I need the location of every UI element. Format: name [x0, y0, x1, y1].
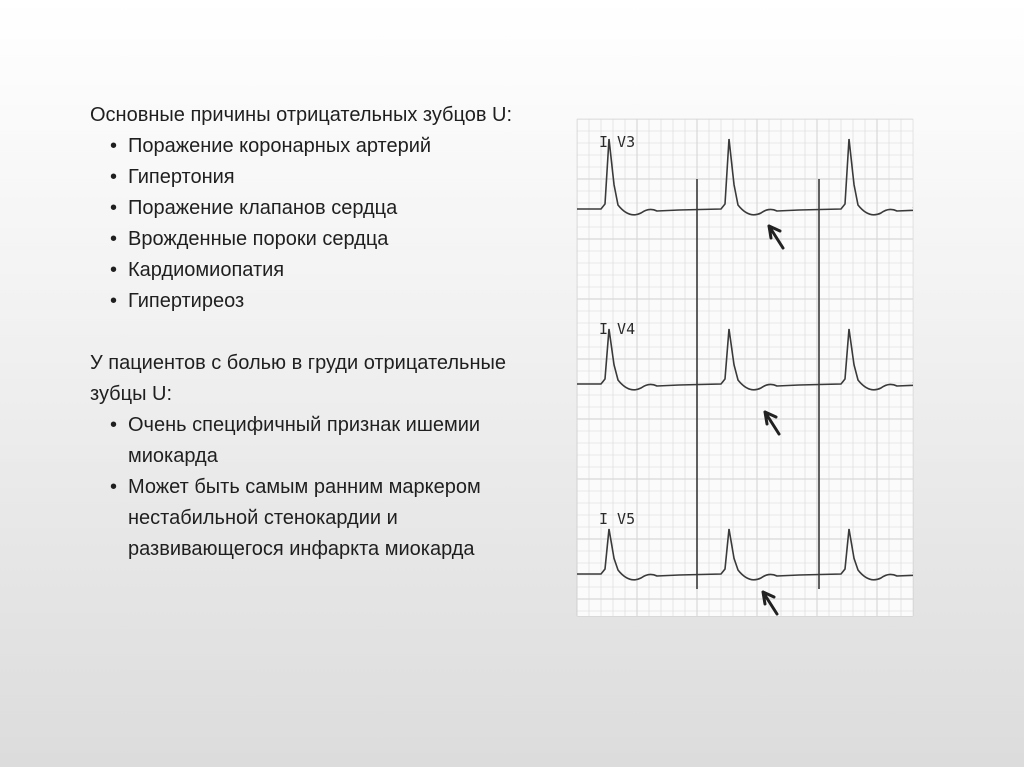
spacer: [90, 317, 530, 348]
causes-title: Основные причины отрицательных зубцов U:: [90, 104, 513, 126]
ecg-lead-labels: [599, 133, 635, 528]
list-item: • Гипертония: [108, 162, 530, 193]
list-item: • Может быть самым ранним маркером нестабильной стенокардии и развивающегося инфаркта миокарда: [108, 472, 530, 565]
causes-list: [90, 131, 530, 317]
text-block: [90, 100, 530, 565]
lead-label: I V4: [599, 320, 636, 338]
list-item: • Кардиомиопатия: [108, 255, 530, 286]
ecg-strip: [577, 119, 913, 616]
ecg-image: [577, 119, 913, 616]
ecg-grid: [577, 119, 913, 616]
ecg-arrows: [763, 226, 783, 614]
chest-pain-list: [90, 410, 530, 565]
list-item: • Поражение клапанов сердца: [108, 193, 530, 224]
list-item: • Очень специфичный признак ишемии миокарда: [108, 410, 530, 472]
list-item: • Врожденные пороки сердца: [108, 224, 530, 255]
lead-label: I V5: [599, 510, 636, 528]
chest-pain-title: У пациентов с болью в груди отрицательные зубцы U:: [90, 352, 507, 405]
list-item: • Гипертиреоз: [108, 286, 530, 317]
lead-label: I V3: [599, 133, 636, 151]
list-item: • Поражение коронарных артерий: [108, 131, 530, 162]
